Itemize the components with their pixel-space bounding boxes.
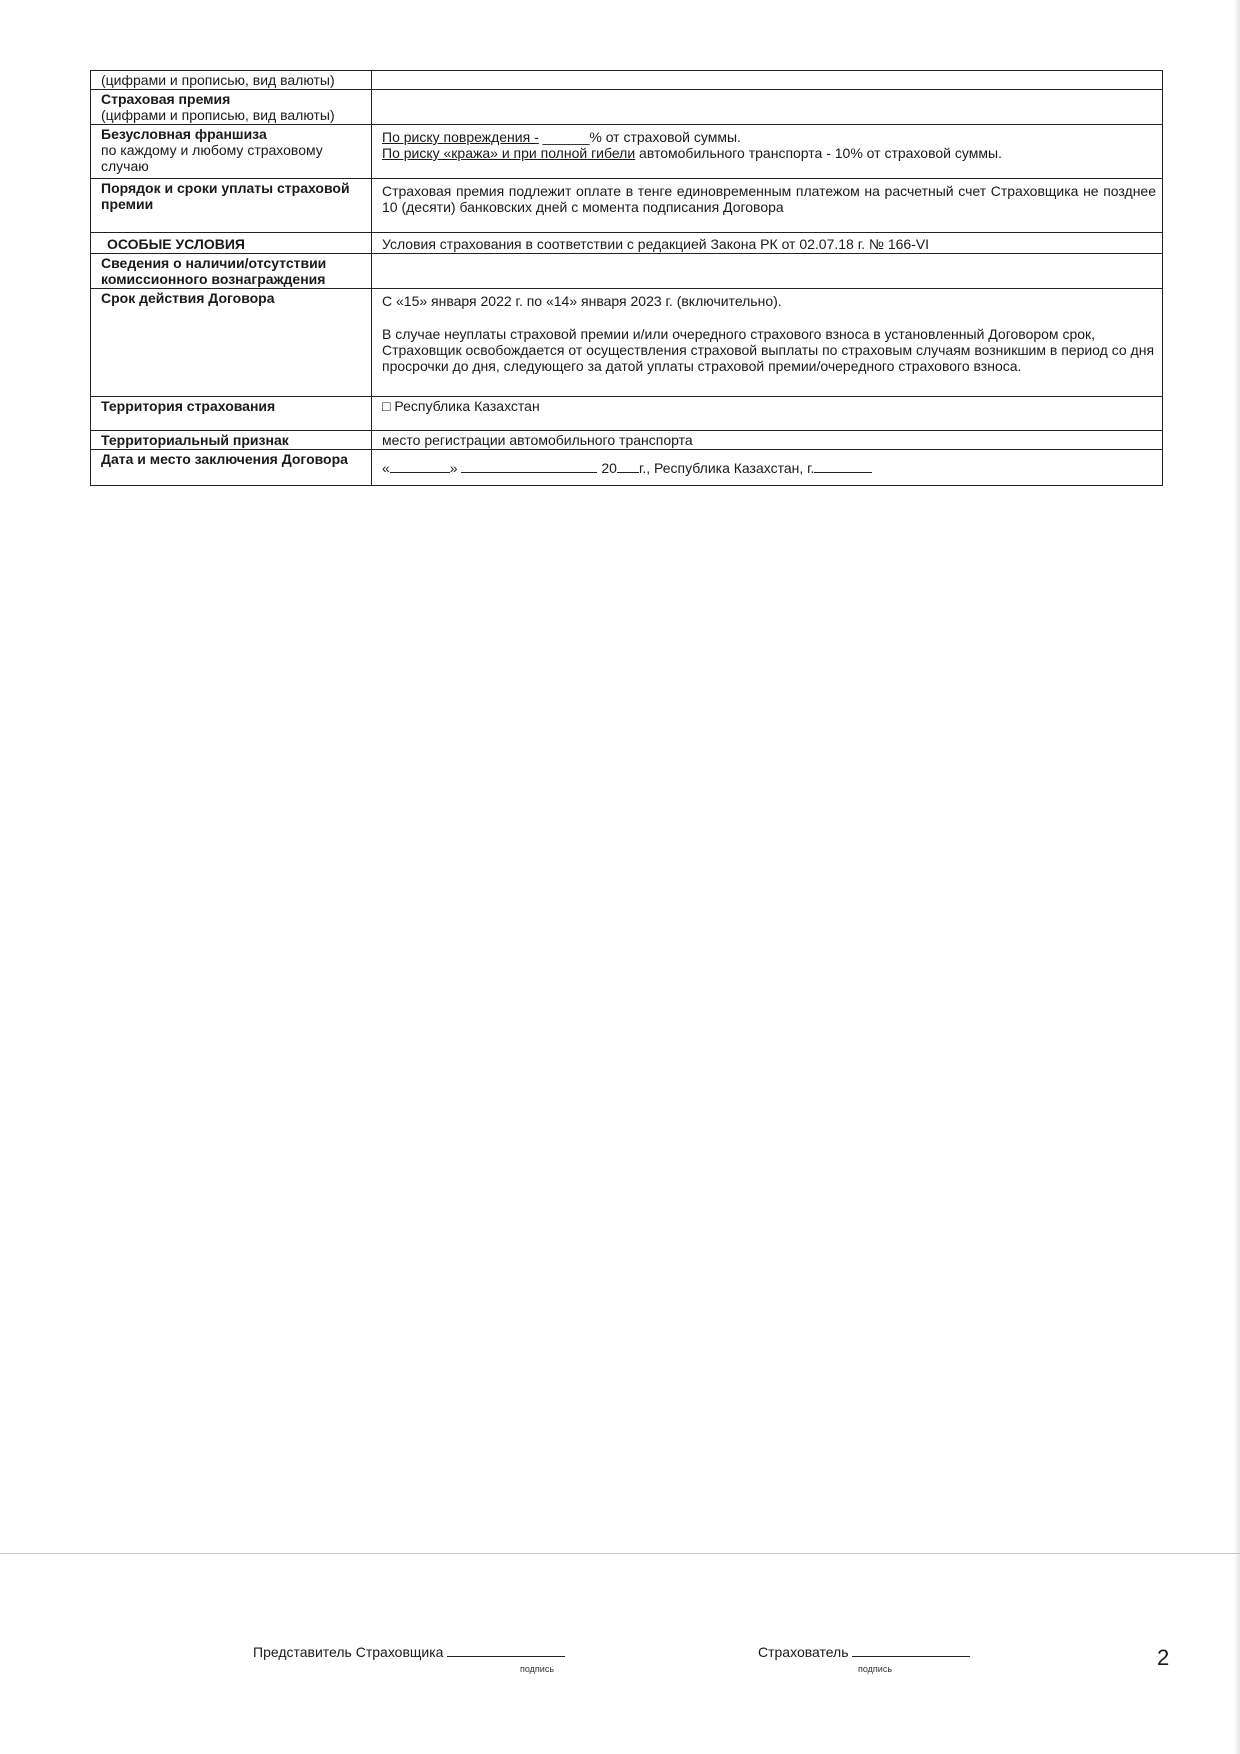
label-deductible [91, 125, 372, 179]
value-territory [372, 397, 1163, 431]
label-insurance-premium [91, 90, 372, 125]
insured-signature [758, 1644, 970, 1660]
contract-term-note: В случае неуплаты страховой премии и/или очередного страхового взноса в установленный Договором срок, Страховщик освобождается от осуществления страховой выплаты по страховым случаям возникшим в период со дня просрочки до дня, следующего за датой уплаты страховой премии/очередного страхового взноса. [382, 326, 1155, 374]
quote-open: « [382, 459, 390, 476]
label-commission: Сведения о наличии/отсутствии комиссионного вознаграждения [91, 254, 372, 289]
label-contract-term: Срок действия Договора [91, 289, 372, 397]
territory-text: Республика Казахстан [394, 398, 540, 414]
value-territorial-sign: место регистрации автомобильного транспорта [372, 431, 1163, 450]
percent-blank: ______ [542, 129, 590, 145]
value-deductible [372, 125, 1163, 179]
table-row [91, 289, 1163, 397]
theft-risk-label: По риску «кража» и при полной гибели [382, 145, 636, 161]
deductible-damage-line [382, 129, 1156, 145]
insured-signature-label: Страхователь [758, 1644, 849, 1660]
table-row [91, 254, 1163, 289]
insured-signature-caption: подпись [858, 1664, 893, 1674]
month-blank [461, 460, 597, 473]
damage-risk-label: По риску повреждения - [382, 129, 539, 145]
value-payment-terms: Страховая премия подлежит оплате в тенге единовременным платежом на расчетный счет Страховщика не позднее 10 (десяти) банковских дней с момента подписания Договора [372, 179, 1163, 233]
label-title: Страховая премия [101, 91, 231, 107]
damage-risk-rest: % от страховой суммы. [589, 129, 741, 145]
value-conclusion-date [372, 450, 1163, 486]
label-territorial-sign: Территориальный признак [91, 431, 372, 450]
label-subtitle: (цифрами и прописью, вид валюты) [101, 107, 335, 123]
table-row [91, 90, 1163, 125]
checkbox-icon: □ [382, 398, 391, 414]
quote-close: » [449, 459, 458, 476]
table-row [91, 125, 1163, 179]
page-edge [1234, 0, 1240, 1754]
label-payment-terms: Порядок и сроки уплаты страховой премии [91, 179, 372, 233]
table-row [91, 397, 1163, 431]
table-row [91, 233, 1163, 254]
day-blank [390, 460, 450, 473]
value-insurance-premium [372, 90, 1163, 125]
table-row [91, 450, 1163, 486]
value-special-conditions: Условия страхования в соответствии с редакцией Закона РК от 02.07.18 г. № 166-VI [372, 233, 1163, 254]
insurer-signature [253, 1644, 565, 1660]
insured-signature-line [852, 1644, 970, 1657]
insurer-signature-caption: подпись [520, 1664, 555, 1674]
deductible-theft-line [382, 145, 1156, 161]
contract-term-dates: С «15» января 2022 г. по «14» января 2023 г. (включительно). [382, 293, 782, 309]
insurer-signature-label: Представитель Страховщика [253, 1644, 444, 1660]
year-suffix: г., Республика Казахстан, г. [638, 459, 815, 476]
table-row [91, 431, 1163, 450]
label-subtitle: по каждому и любому страховому случаю [101, 142, 323, 174]
year-prefix: 20 [601, 459, 617, 476]
value-insured-sum [372, 71, 1163, 90]
label-special-conditions: ОСОБЫЕ УСЛОВИЯ [91, 233, 372, 254]
theft-risk-rest: автомобильного транспорта - 10% от страховой суммы. [635, 145, 1002, 161]
value-commission [372, 254, 1163, 289]
city-blank [814, 460, 872, 473]
label-title: Безусловная франшиза [101, 126, 267, 142]
page-number: 2 [1157, 1645, 1170, 1670]
label-currency-note: (цифрами и прописью, вид валюты) [91, 71, 372, 90]
table-row [91, 179, 1163, 233]
value-contract-term [372, 289, 1163, 397]
contract-table [90, 70, 1163, 486]
label-conclusion-date: Дата и место заключения Договора [91, 450, 372, 486]
margin-line [0, 1553, 1240, 1554]
label-territory: Территория страхования [91, 397, 372, 431]
insurer-signature-line [447, 1644, 565, 1657]
table-row [91, 71, 1163, 90]
year-blank [617, 460, 639, 473]
